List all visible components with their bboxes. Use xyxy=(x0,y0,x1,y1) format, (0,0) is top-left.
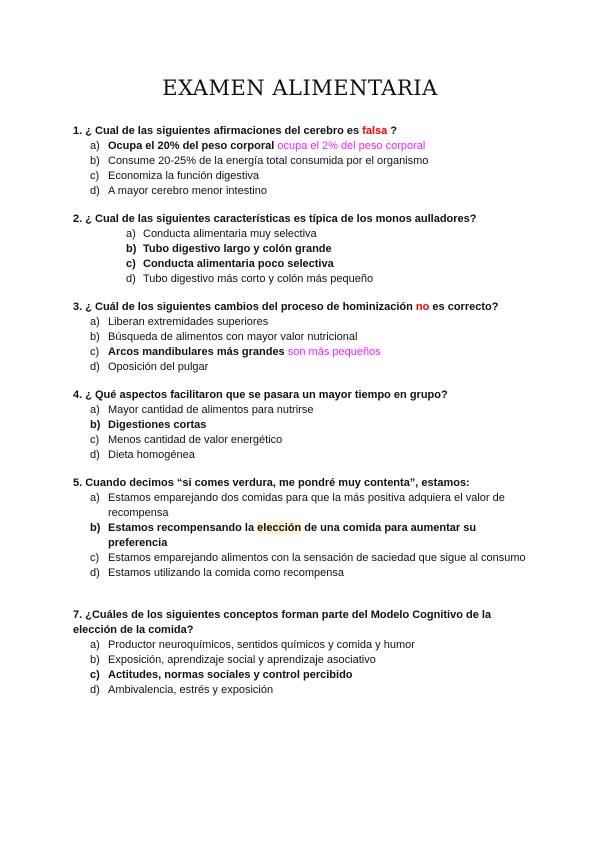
answer-note: son más pequeños xyxy=(287,346,381,358)
question-3-option-d: d) Oposición del pulgar xyxy=(90,361,209,373)
question-3-text: 3. ¿ Cuál de los siguientes cambios del proceso de hominización no es correcto? xyxy=(73,301,499,313)
question-5-option-a: a) Estamos emparejando dos comidas para que la más positiva adquiera el valor de recompensa xyxy=(90,492,505,519)
question-3-option-b: b) Búsqueda de alimentos con mayor valor nutricional xyxy=(90,331,358,343)
question-1-option-d: d) A mayor cerebro menor intestino xyxy=(90,185,267,197)
question-5-option-c: c) Estamos emparejando alimentos con la sensación de saciedad que sigue al consumo xyxy=(90,552,526,564)
question-5-option-d: d) Estamos utilizando la comida como recompensa xyxy=(90,567,345,579)
question-2-option-d: d) Tubo digestivo más corto y colón más pequeño xyxy=(126,273,374,285)
question-4-option-b: b) Digestiones cortas xyxy=(90,419,207,431)
question-3-option-c: c) Arcos mandibulares más grandes son más pequeños xyxy=(90,346,381,358)
question-3-keyword: no xyxy=(415,301,430,313)
question-2 xyxy=(73,212,533,287)
question-5-text: 5. Cuando decimos “si comes verdura, me pondré muy contenta”, estamos: xyxy=(73,477,470,489)
question-7-option-d: d) Ambivalencia, estrés y exposición xyxy=(90,684,274,696)
question-1-text: 1. ¿ Cual de las siguientes afirmaciones del cerebro es falsa ? xyxy=(73,125,398,137)
question-7-text: 7. ¿Cuáles de los siguientes conceptos forman parte del Modelo Cognitivo de la elección de la comida? xyxy=(73,609,492,636)
question-2-options xyxy=(73,227,533,287)
question-4-option-a: a) Mayor cantidad de alimentos para nutrirse xyxy=(90,404,314,416)
question-2-option-b: b) Tubo digestivo largo y colón grande xyxy=(126,243,332,255)
page-title: EXAMEN ALIMENTARIA xyxy=(162,76,438,100)
question-4-option-d: d) Dieta homogénea xyxy=(90,449,195,461)
question-1-option-b: b) Consume 20-25% de la energía total consumida por el organismo xyxy=(90,155,429,167)
question-2-option-a: a) Conducta alimentaria muy selectiva xyxy=(126,228,317,240)
question-1-option-c: c) Economiza la función digestiva xyxy=(90,170,260,182)
question-5 xyxy=(73,476,533,581)
question-7 xyxy=(73,608,533,698)
question-4 xyxy=(73,388,533,463)
question-7-option-c: c) Actitudes, normas sociales y control percibido xyxy=(90,669,353,681)
question-2-text: 2. ¿ Cual de las siguientes características es típica de los monos aulladores? xyxy=(73,213,477,225)
highlighted-word: elección xyxy=(257,522,302,534)
answer-note: ocupa el 2% del peso corporal xyxy=(277,140,426,152)
question-3-option-a: a) Liberan extremidades superiores xyxy=(90,316,269,328)
question-3 xyxy=(73,300,533,375)
question-1-keyword: falsa xyxy=(362,125,388,137)
question-1-option-a: a) Ocupa el 20% del peso corporal ocupa el 2% del peso corporal xyxy=(90,140,426,152)
question-1-options xyxy=(73,139,533,199)
question-4-text: 4. ¿ Qué aspectos facilitaron que se pasara un mayor tiempo en grupo? xyxy=(73,389,448,401)
question-5-options xyxy=(73,491,533,581)
question-7-option-b: b) Exposición, aprendizaje social y aprendizaje asociativo xyxy=(90,654,376,666)
question-1 xyxy=(73,124,533,199)
question-7-options xyxy=(73,638,533,698)
question-3-options xyxy=(73,315,533,375)
question-2-option-c: c) Conducta alimentaria poco selectiva xyxy=(126,258,334,270)
question-4-options xyxy=(73,403,533,463)
question-4-option-c: c) Menos cantidad de valor energético xyxy=(90,434,283,446)
question-5-option-b: b) Estamos recompensando la elección de una comida para aumentar su preferencia xyxy=(90,522,477,549)
question-7-option-a: a) Productor neuroquímicos, sentidos químicos y comida y humor xyxy=(90,639,415,651)
